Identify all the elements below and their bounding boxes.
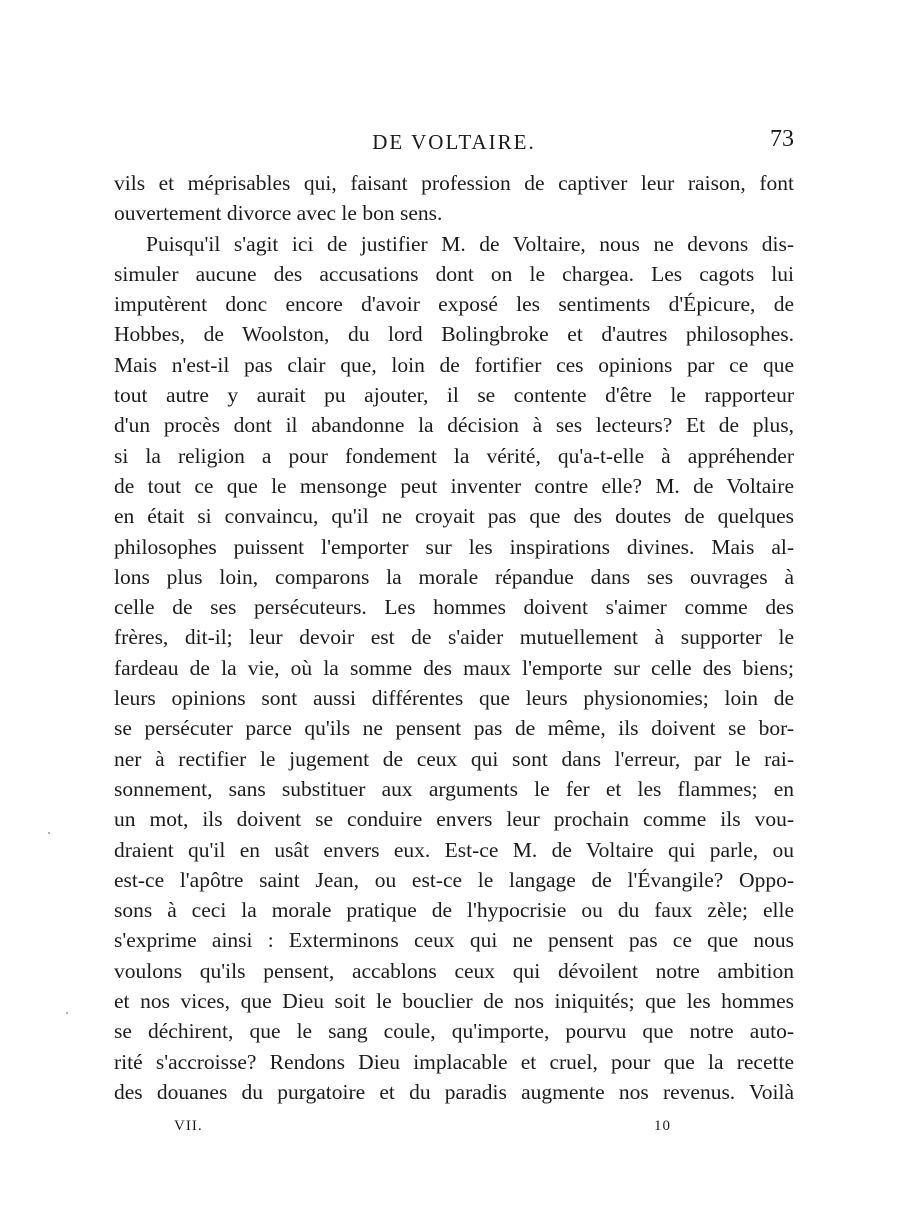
- paper-speck: [48, 832, 50, 834]
- text-line: si la religion a pour fondement la vérité, qu'a-t-elle à appréhender: [114, 443, 794, 468]
- text-line: de tout ce que le mensonge peut inventer contre elle? M. de Voltaire: [114, 473, 794, 498]
- signature-mark: VII.: [174, 1118, 203, 1134]
- text-line: rité s'accroisse? Rendons Dieu implacable et cruel, pour que la recette: [114, 1049, 794, 1074]
- text-line: d'un procès dont il abandonne la décision à ses lecteurs? Et de plus,: [114, 413, 794, 438]
- paragraph-first-line: Puisqu'il s'agit ici de justifier M. de Voltaire, nous ne devons dis-: [146, 231, 794, 256]
- text-line: philosophes puissent l'emporter sur les inspirations divines. Mais al-: [114, 534, 794, 559]
- text-line: voulons qu'ils pensent, accablons ceux qui dévoilent notre ambition: [114, 958, 794, 983]
- text-line: sons à ceci la morale pratique de l'hypocrisie ou du faux zèle; elle: [114, 898, 794, 923]
- text-line: Mais n'est-il pas clair que, loin de fortifier ces opinions par ce que: [114, 352, 794, 377]
- text-line: draient qu'il en usât envers eux. Est-ce M. de Voltaire qui parle, ou: [114, 837, 794, 862]
- text-line: un mot, ils doivent se conduire envers leur prochain comme ils vou-: [114, 807, 794, 832]
- text-line: en était si convaincu, qu'il ne croyait pas que des doutes de quelques: [114, 504, 794, 529]
- text-line: tout autre y aurait pu ajouter, il se contente d'être le rapporteur: [114, 383, 794, 408]
- text-line: se déchirent, que le sang coule, qu'importe, pourvu que notre auto-: [114, 1019, 794, 1044]
- page-footer: [114, 1118, 794, 1142]
- text-line: est-ce l'apôtre saint Jean, ou est-ce le langage de l'Évangile? Oppo-: [114, 867, 794, 892]
- text-line: imputèrent donc encore d'avoir exposé les sentiments d'Épicure, de: [114, 292, 794, 317]
- text-line: lons plus loin, comparons la morale répandue dans ses ouvrages à: [114, 564, 794, 589]
- text-line: des douanes du purgatoire et du paradis augmente nos revenus. Voilà: [114, 1079, 794, 1104]
- sheet-number: 10: [654, 1118, 671, 1134]
- text-line: se persécuter parce qu'ils ne pensent pas de même, ils doivent se bor-: [114, 716, 794, 741]
- text-line: sonnement, sans substituer aux arguments le fer et les flammes; en: [114, 776, 794, 801]
- running-head: [114, 126, 794, 162]
- text-line: simuler aucune des accusations dont on le chargea. Les cagots lui: [114, 261, 794, 286]
- text-line: et nos vices, que Dieu soit le bouclier de nos iniquités; que les hommes: [114, 989, 794, 1014]
- text-line: ner à rectifier le jugement de ceux qui sont dans l'erreur, par le rai-: [114, 746, 794, 771]
- text-line: vils et méprisables qui, faisant profession de captiver leur raison, font: [114, 171, 794, 195]
- text-line: celle de ses persécuteurs. Les hommes doivent s'aimer comme des: [114, 595, 794, 620]
- page-number: 73: [770, 126, 794, 152]
- paper-speck: [66, 1012, 68, 1014]
- text-line: Hobbes, de Woolston, du lord Bolingbroke et d'autres philosophes.: [114, 322, 794, 347]
- text-line: ouvertement divorce avec le bon sens.: [114, 201, 443, 226]
- text-line: fardeau de la vie, où la somme des maux l'emporte sur celle des biens;: [114, 655, 794, 680]
- text-line: frères, dit-il; leur devoir est de s'aider mutuellement à supporter le: [114, 625, 794, 650]
- body-text: [114, 168, 794, 1107]
- text-line: s'exprime ainsi : Exterminons ceux qui ne pensent pas ce que nous: [114, 928, 794, 953]
- running-title: DE VOLTAIRE.: [372, 130, 536, 154]
- text-line: leurs opinions sont aussi différentes que leurs physionomies; loin de: [114, 686, 794, 711]
